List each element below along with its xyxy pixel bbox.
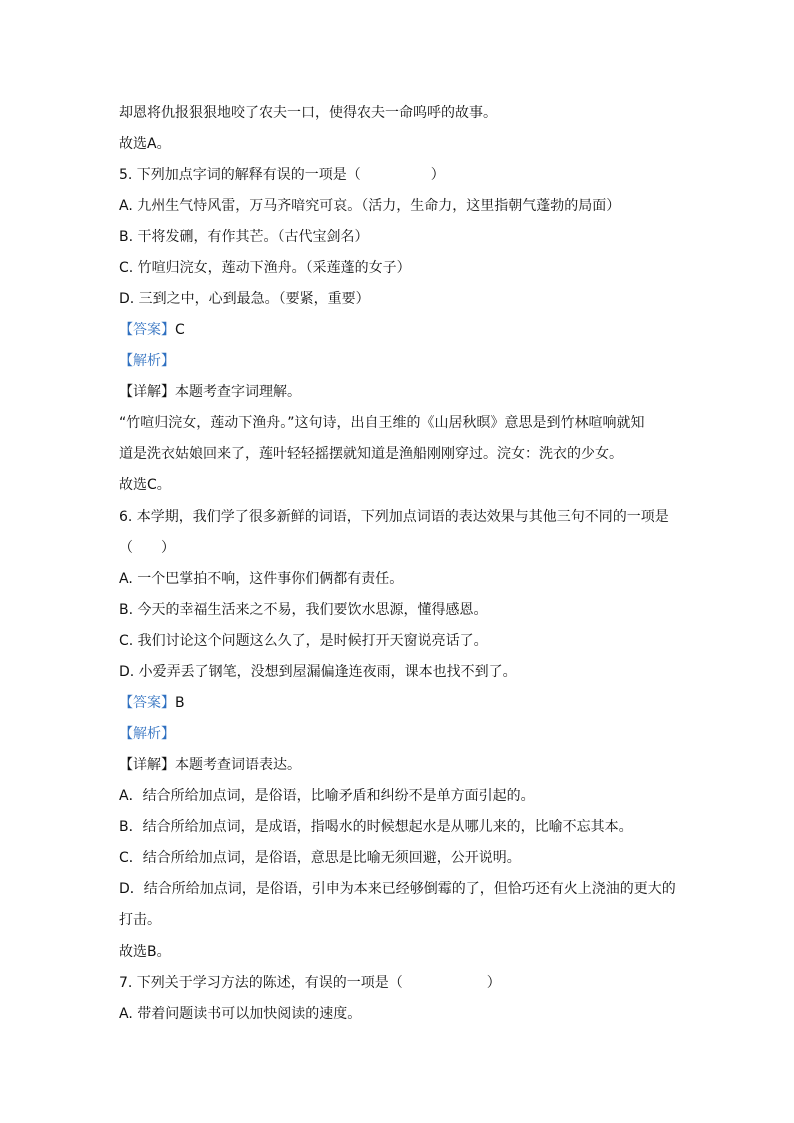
question-5-stem: 5. 下列加点字词的解释有误的一项是（ ） [119, 167, 445, 183]
option-d: D. 小爱弄丢了钢笔，没想到屋漏偏逢连夜雨，课本也找不到了。 [119, 664, 517, 680]
option-c: C. 我们讨论这个问题这么久了，是时候打开天窗说亮话了。 [119, 633, 488, 649]
answer-label: 【答案】 [119, 322, 175, 338]
text-line: 道是洗衣姑娘回来了，莲叶轻轻摇摆就知道是渔船刚刚穿过。浣女：洗衣的少女。 [119, 446, 623, 462]
question-6-stem: 6. 本学期，我们学了很多新鲜的词语，下列加点词语的表达效果与其他三句不同的一项是 [119, 509, 669, 525]
detail-line: 【详解】本题考查字词理解。 [119, 384, 301, 400]
option-b: B. 今天的幸福生活来之不易，我们要饮水思源，懂得感恩。 [119, 602, 488, 618]
answer-value: C [175, 322, 185, 338]
answer-value: B [175, 695, 185, 711]
text-line: C．结合所给加点词，是俗语，意思是比喻无须回避，公开说明。 [119, 850, 521, 866]
question-7-stem: 7. 下列关于学习方法的陈述，有误的一项是（ ） [119, 975, 501, 991]
text-line: 打击。 [119, 912, 161, 928]
option-a: A. 带着问题读书可以加快阅读的速度。 [119, 1006, 362, 1022]
option-b: B. 干将发硎，有作其芒。（古代宝剑名） [119, 229, 369, 245]
detail-line: 【详解】本题考查词语表达。 [119, 757, 301, 773]
option-a: A. 一个巴掌拍不响，这件事你们俩都有责任。 [119, 571, 404, 587]
answer-line [119, 694, 185, 712]
answer-line [119, 321, 185, 339]
text-line: D．结合所给加点词，是俗语，引申为本来已经够倒霉的了，但恰巧还有火上浇油的更大的 [119, 881, 676, 897]
text-line: 故选C。 [119, 477, 171, 493]
option-a: A. 九州生气恃风雷，万马齐喑究可哀。（活力，生命力，这里指朝气蓬勃的局面） [119, 198, 621, 214]
text-line: 故选A。 [119, 136, 171, 152]
option-d: D. 三到之中，心到最急。（要紧，重要） [119, 291, 370, 307]
analysis-label: 【解析】 [119, 353, 175, 369]
text-line: A．结合所给加点词，是俗语，比喻矛盾和纠纷不是单方面引起的。 [119, 788, 535, 804]
text-line: 故选B。 [119, 944, 171, 960]
answer-label: 【答案】 [119, 695, 175, 711]
text-line: “竹喧归浣女，莲动下渔舟。”这句诗，出自王维的《山居秋暝》意思是到竹林喧响就知 [119, 415, 645, 431]
analysis-label: 【解析】 [119, 726, 175, 742]
option-c: C. 竹喧归浣女，莲动下渔舟。（采莲蓬的女子） [119, 260, 411, 276]
text-line: 却恩将仇报狠狠地咬了农夫一口，使得农夫一命呜呼的故事。 [119, 105, 497, 121]
question-6-blank: （ ） [119, 540, 175, 556]
text-line: B．结合所给加点词，是成语，指喝水的时候想起水是从哪儿来的，比喻不忘其本。 [119, 819, 633, 835]
